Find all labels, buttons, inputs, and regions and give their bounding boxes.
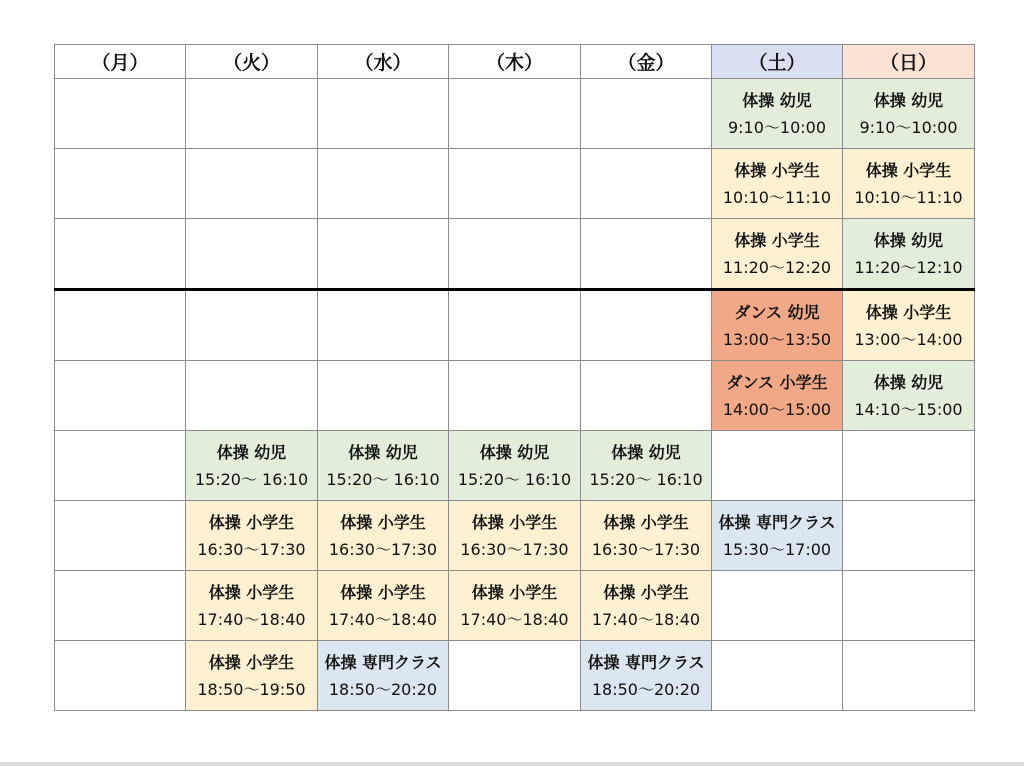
- class-time: 13:00〜14:00: [854, 329, 963, 349]
- class-cell-thu: [449, 501, 581, 571]
- class-cell-sun: [843, 290, 975, 361]
- class-time: 11:20〜12:20: [722, 257, 832, 277]
- empty-cell: [581, 290, 712, 361]
- empty-cell: [55, 79, 186, 149]
- empty-cell: [712, 571, 843, 641]
- class-title: 体操 小学生: [208, 652, 295, 672]
- time-slot-row: [55, 219, 975, 290]
- class-cell-sun: [843, 361, 975, 431]
- class-title: 体操 小学生: [734, 230, 820, 250]
- class-cell-wed: [318, 571, 449, 641]
- day-header-wed: （水）: [318, 45, 449, 79]
- bottom-divider: [0, 762, 1024, 766]
- class-title: 体操 小学生: [603, 512, 689, 532]
- empty-cell: [318, 149, 449, 219]
- class-cell-fri: [581, 501, 712, 571]
- empty-cell: [55, 290, 186, 361]
- class-cell-sun: [843, 149, 975, 219]
- class-title: 体操 幼児: [479, 442, 550, 462]
- empty-cell: [186, 361, 318, 431]
- empty-cell: [55, 361, 186, 431]
- empty-cell: [55, 501, 186, 571]
- day-header-fri: （金）: [581, 45, 712, 79]
- empty-cell: [55, 641, 186, 711]
- class-title: 体操 専門クラス: [324, 652, 442, 672]
- empty-cell: [55, 571, 186, 641]
- empty-cell: [581, 219, 712, 290]
- empty-cell: [449, 79, 581, 149]
- class-time: 14:10〜15:00: [854, 399, 963, 419]
- class-cell-tue: [186, 501, 318, 571]
- class-title: 体操 小学生: [865, 160, 952, 180]
- empty-cell: [843, 641, 975, 711]
- class-cell-sat: [712, 290, 843, 361]
- day-header-row: [55, 45, 975, 79]
- class-title: 体操 小学生: [603, 582, 689, 602]
- class-title: 体操 幼児: [216, 442, 287, 462]
- class-title: 体操 小学生: [734, 160, 820, 180]
- day-header-sun: （日）: [843, 45, 975, 79]
- class-title: 体操 小学生: [208, 512, 295, 532]
- empty-cell: [55, 219, 186, 290]
- class-cell-thu: [449, 431, 581, 501]
- empty-cell: [186, 79, 318, 149]
- class-cell-sat: [712, 361, 843, 431]
- day-header-thu: （木）: [449, 45, 581, 79]
- empty-cell: [186, 290, 318, 361]
- day-header-sat: （土）: [712, 45, 843, 79]
- class-cell-fri: [581, 571, 712, 641]
- class-cell-tue: [186, 641, 318, 711]
- time-slot-row: [55, 571, 975, 641]
- empty-cell: [449, 219, 581, 290]
- class-title: 体操 小学生: [340, 582, 426, 602]
- class-time: 17:40〜18:40: [328, 609, 438, 629]
- class-time: 15:30〜17:00: [722, 539, 832, 559]
- empty-cell: [186, 219, 318, 290]
- empty-cell: [581, 361, 712, 431]
- class-title: 体操 専門クラス: [718, 512, 836, 532]
- time-slot-row: [55, 290, 975, 361]
- time-slot-row: [55, 79, 975, 149]
- empty-cell: [843, 571, 975, 641]
- class-time: 15:20〜 16:10: [589, 469, 703, 489]
- class-time: 10:10〜11:10: [854, 187, 963, 207]
- empty-cell: [712, 641, 843, 711]
- class-cell-wed: [318, 501, 449, 571]
- class-title: 体操 幼児: [742, 90, 812, 110]
- time-slot-row: [55, 501, 975, 571]
- class-time: 14:00〜15:00: [722, 399, 832, 419]
- empty-cell: [843, 431, 975, 501]
- class-title: 体操 小学生: [340, 512, 426, 532]
- class-cell-thu: [449, 571, 581, 641]
- class-time: 17:40〜18:40: [197, 609, 306, 629]
- schedule-body: [55, 79, 975, 711]
- class-title: 体操 小学生: [471, 512, 558, 532]
- class-title: 体操 幼児: [873, 372, 944, 392]
- empty-cell: [712, 431, 843, 501]
- class-title: 体操 幼児: [873, 90, 944, 110]
- class-title: ダンス 小学生: [726, 372, 828, 392]
- class-title: 体操 幼児: [611, 442, 681, 462]
- class-title: 体操 小学生: [208, 582, 295, 602]
- day-header-tue: （火）: [186, 45, 318, 79]
- class-time: 18:50〜20:20: [591, 679, 701, 699]
- class-cell-tue: [186, 431, 318, 501]
- class-time: 18:50〜19:50: [197, 679, 306, 699]
- class-time: 9:10〜10:00: [859, 117, 958, 137]
- class-time: 13:00〜13:50: [722, 329, 832, 349]
- class-title: 体操 幼児: [873, 230, 944, 250]
- class-cell-sun: [843, 219, 975, 290]
- class-cell-sun: [843, 79, 975, 149]
- weekly-schedule-table: [54, 44, 975, 711]
- empty-cell: [318, 290, 449, 361]
- class-time: 9:10〜10:00: [727, 117, 827, 137]
- empty-cell: [318, 361, 449, 431]
- empty-cell: [449, 361, 581, 431]
- empty-cell: [318, 79, 449, 149]
- class-time: 17:40〜18:40: [460, 609, 569, 629]
- class-cell-sat: [712, 501, 843, 571]
- time-slot-row: [55, 431, 975, 501]
- class-time: 11:20〜12:10: [854, 257, 963, 277]
- empty-cell: [55, 149, 186, 219]
- day-header-mon: （月）: [55, 45, 186, 79]
- class-cell-sat: [712, 149, 843, 219]
- empty-cell: [449, 290, 581, 361]
- empty-cell: [843, 501, 975, 571]
- time-slot-row: [55, 361, 975, 431]
- class-title: 体操 小学生: [471, 582, 558, 602]
- class-title: 体操 幼児: [348, 442, 418, 462]
- class-cell-wed: [318, 641, 449, 711]
- empty-cell: [449, 149, 581, 219]
- class-time: 18:50〜20:20: [328, 679, 438, 699]
- empty-cell: [581, 149, 712, 219]
- empty-cell: [186, 149, 318, 219]
- empty-cell: [318, 219, 449, 290]
- class-cell-tue: [186, 571, 318, 641]
- class-title: ダンス 幼児: [734, 302, 820, 322]
- class-time: 15:20〜 16:10: [194, 469, 309, 489]
- class-cell-fri: [581, 641, 712, 711]
- class-cell-fri: [581, 431, 712, 501]
- time-slot-row: [55, 641, 975, 711]
- class-time: 16:30〜17:30: [197, 539, 306, 559]
- class-time: 15:20〜 16:10: [457, 469, 572, 489]
- empty-cell: [581, 79, 712, 149]
- class-cell-sat: [712, 219, 843, 290]
- empty-cell: [55, 431, 186, 501]
- class-cell-wed: [318, 431, 449, 501]
- class-time: 16:30〜17:30: [328, 539, 438, 559]
- class-time: 15:20〜 16:10: [326, 469, 440, 489]
- class-title: 体操 小学生: [865, 302, 952, 322]
- class-title: 体操 専門クラス: [587, 652, 705, 672]
- time-slot-row: [55, 149, 975, 219]
- class-time: 16:30〜17:30: [591, 539, 701, 559]
- class-time: 16:30〜17:30: [460, 539, 569, 559]
- empty-cell: [449, 641, 581, 711]
- class-time: 17:40〜18:40: [591, 609, 701, 629]
- class-time: 10:10〜11:10: [722, 187, 832, 207]
- class-cell-sat: [712, 79, 843, 149]
